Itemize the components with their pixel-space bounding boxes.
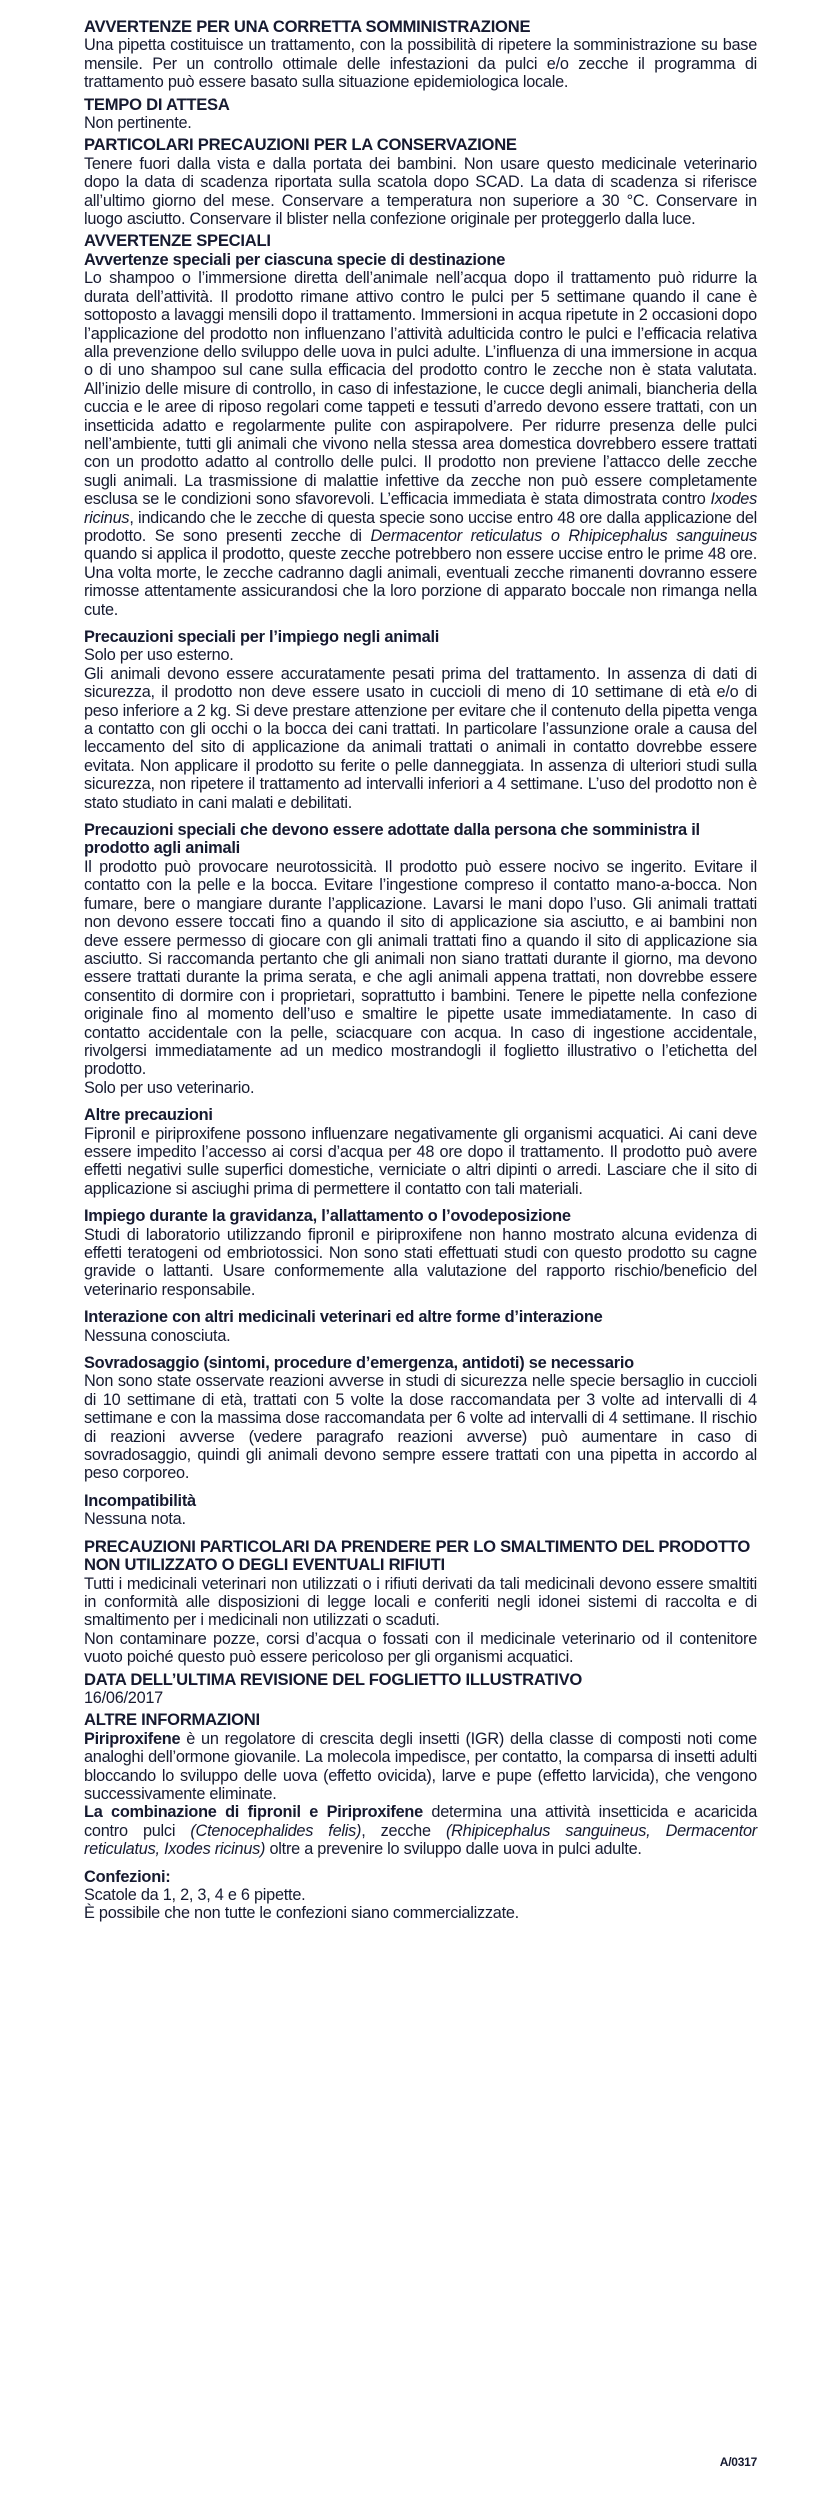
text-part: , indicando che le zecche di questa specie sono uccise entro 48 ore dalla applicazione del prodotto. Se sono presenti zecche di	[84, 508, 757, 545]
section-subheading: Precauzioni speciali che devono essere adottate dalla persona che somministra il prodotto agli animali	[84, 821, 700, 858]
text-part: è un regolatore di crescita degli insetti (IGR) della classe di composti noti come analoghi dell’ormone giovanile. La molecola impedisce, per contatto, la comparsa di insetti adulti bloccando lo sviluppo delle uova (effetto ovicida), larve e pupe (effetto larvicida), che vengono successivamente eliminate.	[84, 1729, 757, 1803]
section-heading: DATA DELL’ULTIMA REVISIONE DEL FOGLIETTO ILLUSTRATIVO	[84, 1669, 583, 1689]
section-precautions-person	[84, 821, 757, 1097]
section-subheading: Altre precauzioni	[84, 1106, 213, 1125]
package-line: Scatole da 1, 2, 3, 4 e 6 pipette.	[84, 1886, 306, 1904]
section-subheading: Interazione con altri medicinali veterinari ed altre forme d’interazione	[84, 1308, 603, 1327]
section-line: Solo per uso esterno.	[84, 646, 234, 665]
section-text: Non pertinente.	[84, 114, 192, 133]
section-packages	[84, 1868, 757, 1923]
section-heading: PRECAUZIONI PARTICOLARI DA PRENDERE PER LO SMALTIMENTO DEL PRODOTTO NON UTILIZZATO O DEGLI EVENTUALI RIFIUTI	[84, 1536, 751, 1575]
section-interactions	[84, 1308, 757, 1345]
section-disposal	[84, 1538, 757, 1667]
document-code: A/0317	[719, 2454, 757, 2469]
section-storage	[84, 136, 757, 228]
section-heading: AVVERTENZE PER UNA CORRETTA SOMMINISTRAZIONE	[84, 17, 531, 36]
emphasis-term: La combinazione di fipronil e Piriproxifene	[84, 1803, 423, 1822]
section-subheading: Incompatibilità	[84, 1491, 196, 1510]
section-pregnancy	[84, 1207, 757, 1299]
species-name: (Rhipicephalus sanguineus, Dermacentor reticulatus, Ixodes ricinus)	[84, 1821, 757, 1859]
section-text: Fipronil e piriproxifene possono influenzare negativamente gli organismi acquatici. Ai cani deve essere impedito l’accesso ai corsi d’acqua per 48 ore dopo il trattamento. Il prodotto può avere effetti negativi sulle superfici domestiche, verniciate o altri dipinti o arredi. Lasciare che il sito di applicazione si asciughi prima di permettere il contatto con tali materiali.	[84, 1124, 757, 1198]
package-line: È possibile che non tutte le confezioni siano commercializzate.	[84, 1904, 519, 1923]
section-text: Non contaminare pozze, corsi d’acqua o fossati con il medicinale veterinario od il contenitore vuoto poiché questo può essere pericoloso per gli organismi acquatici.	[84, 1629, 757, 1667]
section-text: Tutti i medicinali veterinari non utilizzati o i rifiuti derivati da tali medicinali devono essere smaltiti in conformità alle disposizioni di legge locali e conferiti negli idonei sistemi di raccolta e di smaltimento per i medicinali non utilizzati o scaduti.	[84, 1574, 757, 1630]
section-subheading: Impiego durante la gravidanza, l’allattamento o l’ovodeposizione	[84, 1207, 571, 1226]
section-line: Solo per uso veterinario.	[84, 1078, 255, 1097]
section-revision-date	[84, 1671, 757, 1708]
section-incompatibility	[84, 1492, 757, 1529]
section-text: Una pipetta costituisce un trattamento, con la possibilità di ripetere la somministrazione su base mensile. Per un controllo ottimale delle infestazioni da pulci e/o zecche il programma di trattamento può essere basato sulla situazione epidemiologica locale.	[84, 36, 757, 92]
section-text: Tenere fuori dalla vista e dalla portata dei bambini. Non usare questo medicinale veterinario dopo la data di scadenza riportata sulla scatola dopo SCAD. La data di scadenza si riferisce all’ultimo giorno del mese. Conservare a temperatura non superiore a 30 °C. Conservare in luogo asciutto. Conservare il blister nella confezione originale per proteggerlo dalla luce.	[84, 154, 757, 229]
text-part: determina una attività insetticida e acaricida contro pulci	[84, 1803, 758, 1840]
section-overdose	[84, 1354, 757, 1483]
text-part: quando si applica il prodotto, queste zecche potrebbero non essere uccise entro le prime 48 ore. Una volta morte, le zecche cadranno dagli animali, eventuali zecche rimanenti dovranno essere rimosse attentamente assicurandosi che la loro porzione di apparato boccale non rimanga nella cute.	[84, 545, 757, 619]
section-text: Nessuna conosciuta.	[84, 1326, 231, 1345]
text-part: oltre a prevenire lo sviluppo dalle uova in pulci adulte.	[265, 1840, 642, 1859]
section-text: Il prodotto può provocare neurotossicità. Il prodotto può essere nocivo se ingerito. Evitare il contatto con la pelle e la bocca. Evitare l’ingestione compreso il contatto mano-a-bocca. Non fumare, bere o mangiare durante l’applicazione. Lavarsi le mani dopo l’uso. Gli animali trattati non devono essere toccati fino a quando il sito di applicazione sia asciutto, e ai bambini non deve essere permesso di giocare con gli animali trattati fino a quando il sito di applicazione sia asciutto. Si raccomanda pertanto che gli animali non siano trattati durante il giorno, ma devono essere trattati durante la prima serata, e che agli animali appena trattati, non dovrebbe essere consentito di dormire con i proprietari, soprattutto i bambini. Tenere le pipette nella confezione originale fino al momento dell’uso e smaltire le pipette usate immediatamente. In caso di contatto accidentale con la pelle, sciacquare con acqua. In caso di ingestione accidentale, rivolgersi immediatamente ad un medico mostrandogli il foglietto illustrativo o l’etichetta del prodotto.	[84, 857, 757, 1079]
section-special-warnings	[84, 232, 757, 619]
section-subheading: Precauzioni speciali per l’impiego negli animali	[84, 628, 440, 646]
section-subheading: Sovradosaggio (sintomi, procedure d’emergenza, antidoti) se necessario	[84, 1354, 634, 1373]
text-part: , zecche	[361, 1821, 446, 1840]
section-subheading: Avvertenze speciali per ciascuna specie di destinazione	[84, 250, 506, 269]
section-text: Nessuna nota.	[84, 1510, 186, 1529]
section-text: Non sono state osservate reazioni avverse in studi di sicurezza nelle specie bersaglio in cuccioli di 10 settimane di età, trattati con 5 volte la dose raccomandata per 3 volte ad intervalli di 4 settimane e con la massima dose raccomandata per 6 volte ad intervalli di 4 settimane. Il rischio di reazioni avverse (vedere paragrafo reazioni avverse) può aumentare in caso di sovradosaggio, quindi gli animali devono sempre essere trattati con una pipetta in accordo al peso corporeo.	[84, 1372, 757, 1483]
species-name: (Ctenocephalides felis)	[190, 1821, 362, 1840]
section-other-precautions	[84, 1106, 757, 1198]
section-heading: TEMPO DI ATTESA	[84, 94, 230, 114]
section-precautions-animals	[84, 628, 757, 812]
emphasis-term: Piriproxifene	[84, 1729, 181, 1748]
section-other-information	[84, 1711, 757, 1858]
section-heading: ALTRE INFORMAZIONI	[84, 1710, 260, 1730]
section-text	[84, 1730, 757, 1804]
section-administration	[84, 18, 757, 92]
section-heading: AVVERTENZE SPECIALI	[84, 231, 271, 251]
section-text: Gli animali devono essere accuratamente pesati prima del trattamento. In assenza di dati di sicurezza, il prodotto non deve essere usato in cuccioli di meno di 10 settimane di età e/o di peso inferiore a 2 kg. Si deve prestare attenzione per evitare che il contenuto della pipetta venga a contatto con gli occhi o la bocca dei cani trattati. In particolare l’assunzione orale a causa del leccamento del sito di applicazione da animali trattati o animali in contatto dovrebbe essere evitata. Non applicare il prodotto su ferite o pelle danneggiata. In assenza di ulteriori studi sulla sicurezza, non ripetere il trattamento ad intervalli inferiori a 4 settimane. L’uso del prodotto non è stato studiato in cani malati e debilitati.	[84, 664, 757, 812]
revision-date: 16/06/2017	[84, 1688, 163, 1707]
species-name: Dermacentor reticulatus o Rhipicephalus sanguineus	[370, 526, 757, 545]
section-text: Studi di laboratorio utilizzando fipronil e piriproxifene non hanno mostrato alcuna evidenza di effetti teratogeni od embriotossici. Non sono stati effettuati studi con questo prodotto su cagne gravide o lattanti. Usare conformemente alla valutazione del rapporto rischio/beneficio del veterinario responsabile.	[84, 1225, 757, 1299]
section-heading: PARTICOLARI PRECAUZIONI PER LA CONSERVAZIONE	[84, 135, 517, 155]
text-part: Lo shampoo o l’immersione diretta dell’animale nell’acqua dopo il trattamento può ridurre la durata dell’attività. Il prodotto rimane attivo contro le pulci per 5 settimane quando il cane è sottoposto a lavaggi mensili dopo il trattamento. Immersioni in acqua ripetute in 2 occasioni dopo l’applicazione del prodotto non influenzano l’attività adulticida contro le pulci e l’efficacia relativa alla prevenzione dello sviluppo delle uova in pulci adulte. L’influenza di una immersione in acqua o di uno shampoo sul cane sulla efficacia del prodotto contro le zecche non è stata valutata. All’inizio delle misure di controllo, in caso di infestazione, le cucce degli animali, biancheria della cuccia e le aree di riposo regolari come tappeti e tessuti d’arredo devono essere trattati, con un insetticida adatto e regolarmente pulite con aspirapolvere. Per ridurre presenza delle pulci nell’ambiente, tutti gli animali che vivono nella stessa area domestica dovrebbero essere trattati con un prodotto adatto al controllo delle pulci. Il prodotto non previene l’attacco delle zecche sugli animali. La trasmissione di malattie infettive da zecche non può essere completamente esclusa se le condizioni sono sfavorevoli. L’efficacia immediata è stata dimostrata contro	[84, 269, 757, 509]
species-name: Ixodes ricinus	[84, 490, 757, 527]
section-text	[84, 1803, 757, 1858]
section-subheading: Confezioni:	[84, 1867, 171, 1886]
section-withdrawal-period	[84, 96, 757, 133]
section-text	[84, 269, 757, 619]
